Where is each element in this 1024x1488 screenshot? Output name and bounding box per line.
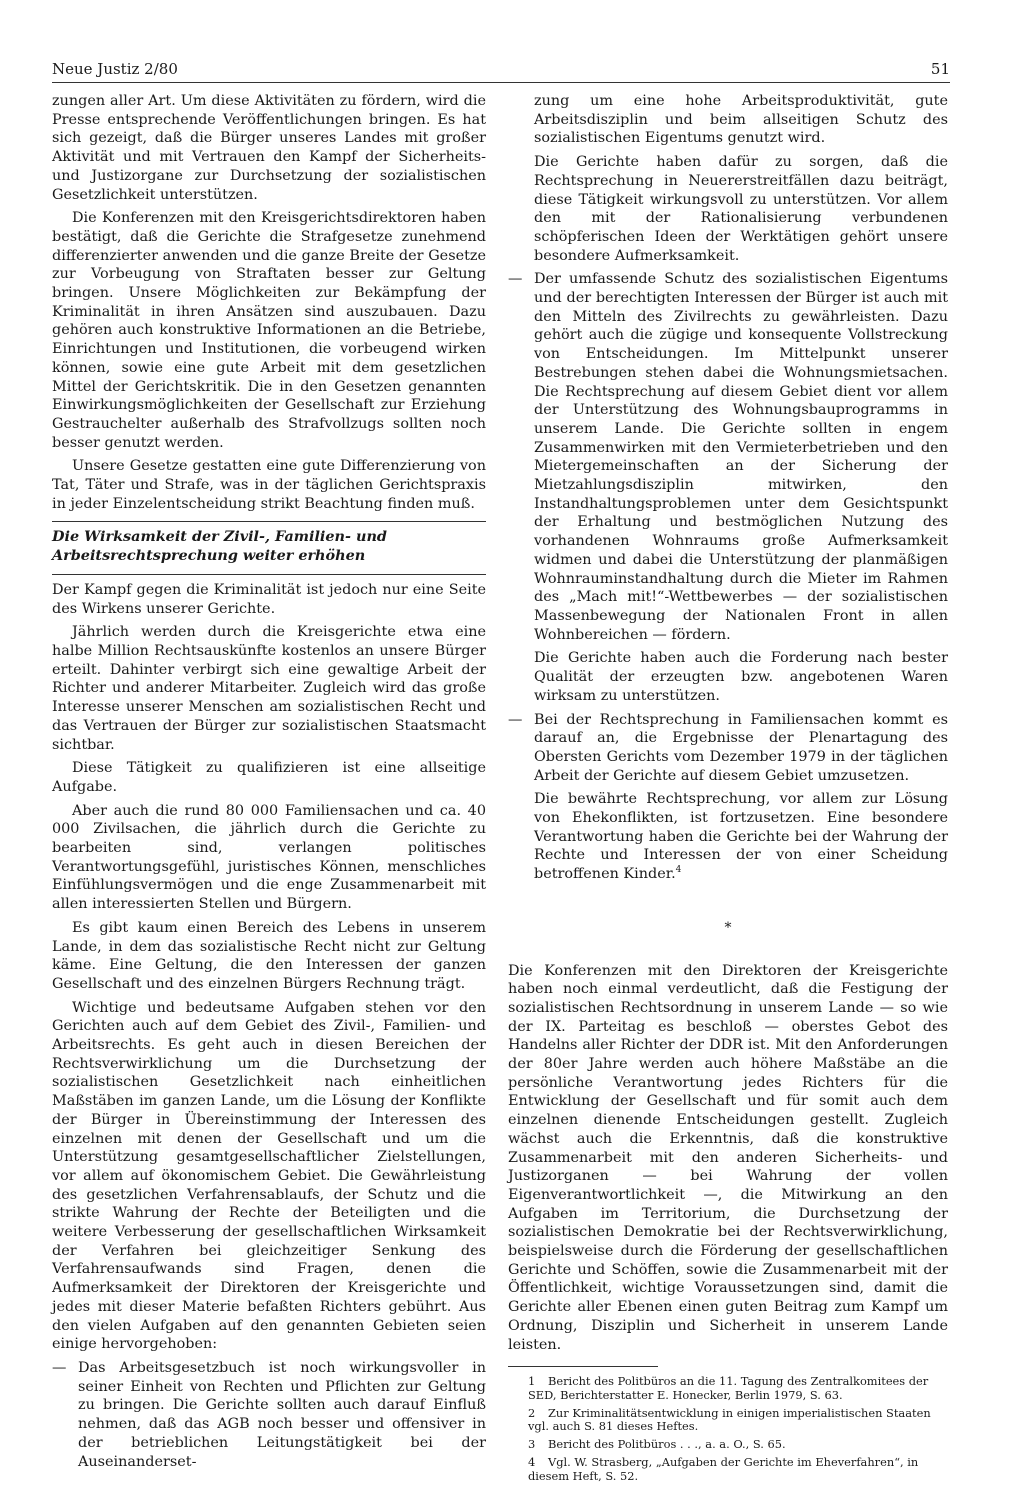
dash-item-text: Bei der Rechtsprechung in Familiensachen kommt es darauf an, die Ergebnisse der Plenartagung des Obersten Gerichts vom Dezember 1979 in der täglichen Arbeit der Gerichte auf diesem Gebiet umzusetzen. [534, 711, 948, 784]
dash-list-item [52, 1359, 486, 1471]
dash-list-item [508, 270, 948, 644]
dash-item-continuation: zung um eine hohe Arbeitsproduktivität, gute Arbeitsdisziplin und beim allseitigen Schutz des sozialistischen Eigentums genutzt wird. [534, 93, 948, 147]
dash-marker: — [508, 271, 523, 288]
paragraph: zungen aller Art. Um diese Aktivitäten zu fördern, wird die Presse entsprechende Veröffentlichungen bringen. Es hat sich gezeigt, daß die Bürger unseres Landes mit großer Aktivität und mit Vertrauen den Kampf der Sicherheits- und Justizorgane zur Durchsetzung der sozialistischen Gesetzlichkeit unterstützen. [52, 93, 486, 203]
footnote-rule [508, 1366, 658, 1367]
footnote-reference: 4 [675, 865, 682, 876]
paragraph: Wichtige und bedeutsame Aufgaben stehen vor den Gerichten auch auf dem Gebiet des Zivil-, Familien- und Arbeitsrechts. Es geht auch in diesen Bereichen der Rechtsverwirklichung um die Durchsetzung der sozialistischen Gesetzlichkeit nach einheitlichen Maßstäben im ganzen Lande, um die Lösung der Konflikte der Bürger in Übereinstimmung der Interessen des einzelnen mit denen der Gesellschaft und um die Unterstützung gesamtgesellschaftlicher Zielstellungen, vor allem auf ökonomischem Gebiet. Die Gewährleistung des gesetzlichen Verfahrensablaufs, der Schutz und die strikte Wahrung der Rechte der Beteiligten und die weitere Verbesserung der gesellschaftlichen Wirksamkeit der Verfahren bei gleichzeitiger Senkung des Verfahrensaufwands sind Fragen, denen die Aufmerksamkeit der Direktoren der Kreisgerichte und jedes mit dieser Materie befaßten Richters gebührt. Aus den vielen Aufgaben auf den genannten Gebieten seien einige hervorgehoben: [52, 999, 486, 1353]
paragraph: Aber auch die rund 80 000 Familiensachen und ca. 40 000 Zivilsachen, die jährlich durch die Gerichte zu bearbeiten sind, verlangen politisches Verantwortungsgefühl, juristisches Können, menschliches Einfühlungsvermögen und die enge Zusammenarbeit mit allen interessierten Stellen und Bürgern. [52, 802, 486, 913]
footnote-text: Zur Kriminalitätsentwicklung in einigen imperialistischen Staaten vgl. auch S. 81 dieses Heftes. [528, 1405, 931, 1433]
footnote-number: 3 [528, 1437, 536, 1452]
dash-item-text: Das Arbeitsgesetzbuch ist noch wirkungsvoller in seiner Einheit von Rechten und Pflichten zur Geltung zu bringen. Die Gerichte sollten auch darauf Einfluß nehmen, daß das AGB noch besser und offensiver in der betrieblichen Leitungstätigkeit bei der Auseinanderset- [78, 1360, 486, 1470]
paragraph: Es gibt kaum einen Bereich des Lebens in unserem Lande, in dem das sozialistische Recht nicht zur Geltung käme. Eine Geltung, die den Interessen der ganzen Gesellschaft und des einzelnen Bürgers Rechnung trägt. [52, 919, 486, 992]
right-column [508, 92, 948, 1488]
dash-marker: — [508, 711, 523, 728]
dash-marker: — [52, 1360, 67, 1376]
dash-item-paragraph [534, 790, 948, 884]
page-number: 51 [930, 60, 950, 78]
dash-item-paragraph-text: Die bewährte Rechtsprechung, vor allem zur Lösung von Ehekonflikten, ist fortzusetzen. Eine besondere Verantwortung haben die Gerichte bei der Wahrung der Rechte und Interessen der von einer Scheidung betroffenen Kinder. [534, 791, 948, 883]
paragraph: Der Kampf gegen die Kriminalität ist jedoch nur eine Seite des Wirkens unserer Gerichte. [52, 581, 486, 617]
left-column [52, 92, 486, 1476]
footnote [508, 1456, 948, 1482]
section-rule-bottom [52, 574, 486, 575]
paragraph: Diese Tätigkeit zu qualifizieren ist eine allseitige Aufgabe. [52, 760, 486, 795]
footnote [508, 1407, 948, 1433]
footnote-number: 1 [528, 1374, 536, 1389]
footnote-text: Bericht des Politbüros . . ., a. a. O., S. 65. [548, 1437, 786, 1452]
section-rule-top [52, 521, 486, 522]
closing-paragraph: Die Konferenzen mit den Direktoren der Kreisgerichte haben noch einmal verdeutlicht, daß die Festigung der sozialistischen Rechtsordnung in unserem Lande — so wie der IX. Parteitag es beschloß — oberstes Gebot des Handelns aller Richter der DDR ist. Mit den Anforderungen der 80er Jahre werden auch höhere Maßstäbe an die persönliche Verantwortung jedes Richters für die Entwicklung der Gesellschaft und für somit auch dem einzelnen dienende Entscheidungen gestellt. Zugleich wächst auch die Erkenntnis, daß die konstruktive Zusammenarbeit mit den anderen Sicherheits- und Justizorganen — bei Wahrung der vollen Eigenverantwortlichkeit —, die Mitwirkung an den Aufgaben im Territorium, die Durchsetzung der sozialistischen Demokratie bei der Rechtsverwirklichung, beispielsweise durch die Förderung der gesellschaftlichen Gerichte und Schöffen, sowie die Zusammenarbeit mit der Öffentlichkeit, wichtige Voraussetzungen sind, damit die Gerichte aller Ebenen einen guten Beitrag zum Kampf um Ordnung, Disziplin und Sicherheit in unserem Lande leisten. [508, 962, 948, 1353]
paragraph: Die Konferenzen mit den Kreisgerichtsdirektoren haben bestätigt, daß die Gerichte die Strafgesetze zunehmend differenzierter anwenden und die ganze Breite der Gesetze zur Vorbeugung von Straftaten besser zur Geltung bringen. Unsere Möglichkeiten zur Bekämpfung der Kriminalität in ihren Ansätzen sind auszubauen. Dazu gehören auch konstruktive Informationen an die Betriebe, Einrichtungen und Institutionen, die vorbeugend wirken können, sowie eine gute Arbeit mit dem gesetzlichen Mittel der Gerichtskritik. Die in den Gesetzen genannten Einwirkungsmöglichkeiten der Gesellschaft zur Erziehung Gestrauchelter außerhalb des Strafvollzugs sollten noch besser genutzt werden. [52, 210, 486, 451]
footnotes [508, 1375, 948, 1482]
paragraph: Unsere Gesetze gestatten eine gute Differenzierung von Tat, Täter und Strafe, was in der täglichen Gerichtspraxis in jeder Einzelentscheidung strikt Beachtung finden muß. [52, 458, 486, 512]
dash-item-paragraph: Die Gerichte haben dafür zu sorgen, daß die Rechtsprechung in Neuererstreitfällen dazu beiträgt, diese Tätigkeit wirkungsvoll zu unterstützen. Vor allem den mit der Rationalisierung verbundenen schöpferischen Ideen der Werktätigen gehört unsere besondere Aufmerksamkeit. [534, 154, 948, 264]
header-rule [52, 82, 950, 83]
footnote-number: 4 [528, 1455, 536, 1470]
section-heading-line: Die Wirksamkeit der Zivil-, Familien- und [52, 528, 387, 546]
page-header [52, 60, 950, 82]
footnote-text: Vgl. W. Strasberg, „Aufgaben der Gerichte im Eheverfahren“, in diesem Heft, S. 52. [528, 1455, 919, 1483]
section-separator-asterisk: * [724, 919, 732, 936]
footnote [508, 1438, 948, 1451]
dash-item-text: Der umfassende Schutz des sozialistischen Eigentums und der berechtigten Interessen der Bürger ist auch mit den Mitteln des Zivilrechts zu gewährleisten. Dazu gehört auch die zügige und konsequente Vollstreckung von Entscheidungen. Im Mittelpunkt unserer Bestrebungen stehen dabei die Wohnungsmietsachen. Die Rechtsprechung auf diesem Gebiet dient vor allem der Unterstützung des Wohnungsbauprogramms in unserem Lande. Die Gerichte sollten in engem Zusammenwirken mit den Vermieterbetrieben und den Mietergemeinschaften an der Sicherung der Mietzahlungsdisziplin mitwirken, den Instandhaltungsproblemen unter dem Gesichtspunkt der Erhaltung und bestmöglichen Nutzung des vorhandenen Wohnraums große Aufmerksamkeit widmen und dabei die Unterstützung der planmäßigen Wohnrauminstandhaltung durch die Mieter im Rahmen des „Mach mit!“-Wettbewerbes — der sozialistischen Massenbewegung der Nationalen Front in allen Wohnbereichen — fördern. [534, 271, 948, 643]
paragraph: Jährlich werden durch die Kreisgerichte etwa eine halbe Million Rechtsauskünfte kostenlos an unsere Bürger erteilt. Dahinter verbirgt sich eine gewaltige Arbeit der Richter und anderer Mitarbeiter. Zugleich wird das große Interesse unserer Menschen am sozialistischen Recht und das Vertrauen der Bürger zur sozialistischen Staatsmacht sichtbar. [52, 624, 486, 753]
footnote-number: 2 [528, 1405, 536, 1420]
dash-list-item [508, 711, 948, 786]
footnote [508, 1375, 948, 1401]
dash-item-paragraph: Die Gerichte haben auch die Forderung nach bester Qualität der erzeugten bzw. angebotenen Waren wirksam zu unterstützen. [534, 650, 948, 704]
section-heading-line: Arbeitsrechtsprechung weiter erhöhen [52, 547, 366, 565]
journal-title: Neue Justiz 2/80 [52, 60, 178, 78]
footnote-text: Bericht des Politbüros an die 11. Tagung des Zentralkomitees der SED, Berichterstatter E. Honecker, Berlin 1979, S. 63. [528, 1374, 929, 1402]
section-heading [52, 528, 486, 565]
